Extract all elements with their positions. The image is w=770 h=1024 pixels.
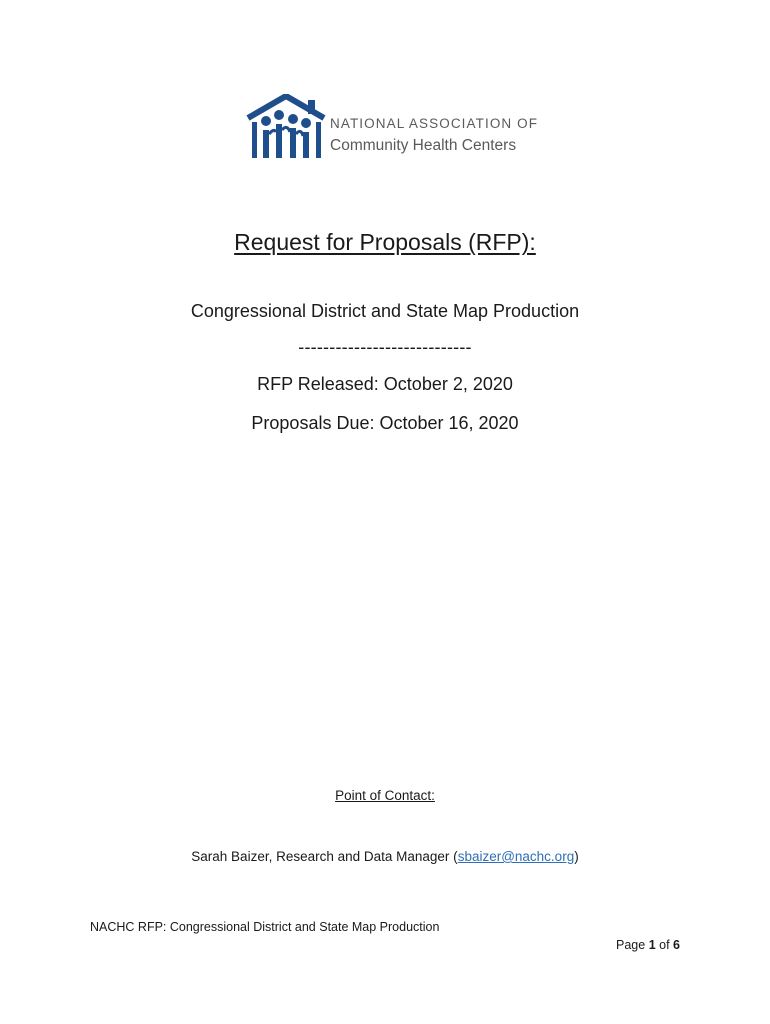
contact-line [0,849,770,864]
nachc-logo-icon [246,94,328,160]
page-current: 1 [648,938,656,952]
page-word: Page [616,938,646,952]
page-total: 6 [673,938,680,952]
release-date: RFP Released: October 2, 2020 [257,374,513,394]
nachc-logo [246,94,539,166]
document-subtitle: Congressional District and State Map Production [190,301,580,321]
contact-suffix: ) [574,849,579,864]
page-number [560,938,680,952]
point-of-contact-label: Point of Contact: [335,788,435,803]
footer-title: NACHC RFP: Congressional District and State Map Production [90,920,440,934]
page-of: of [659,938,670,952]
due-date: Proposals Due: October 16, 2020 [251,413,519,433]
separator-line: ---------------------------- [298,337,472,357]
contact-name: Sarah Baizer, Research and Data Manager ( [191,849,458,864]
document-title: Request for Proposals (RFP): [234,229,536,255]
logo-line-2: Community Health Centers [330,137,517,154]
logo-line-1: NATIONAL ASSOCIATION OF [330,116,539,131]
contact-email-link[interactable]: sbaizer@nachc.org [457,849,575,864]
